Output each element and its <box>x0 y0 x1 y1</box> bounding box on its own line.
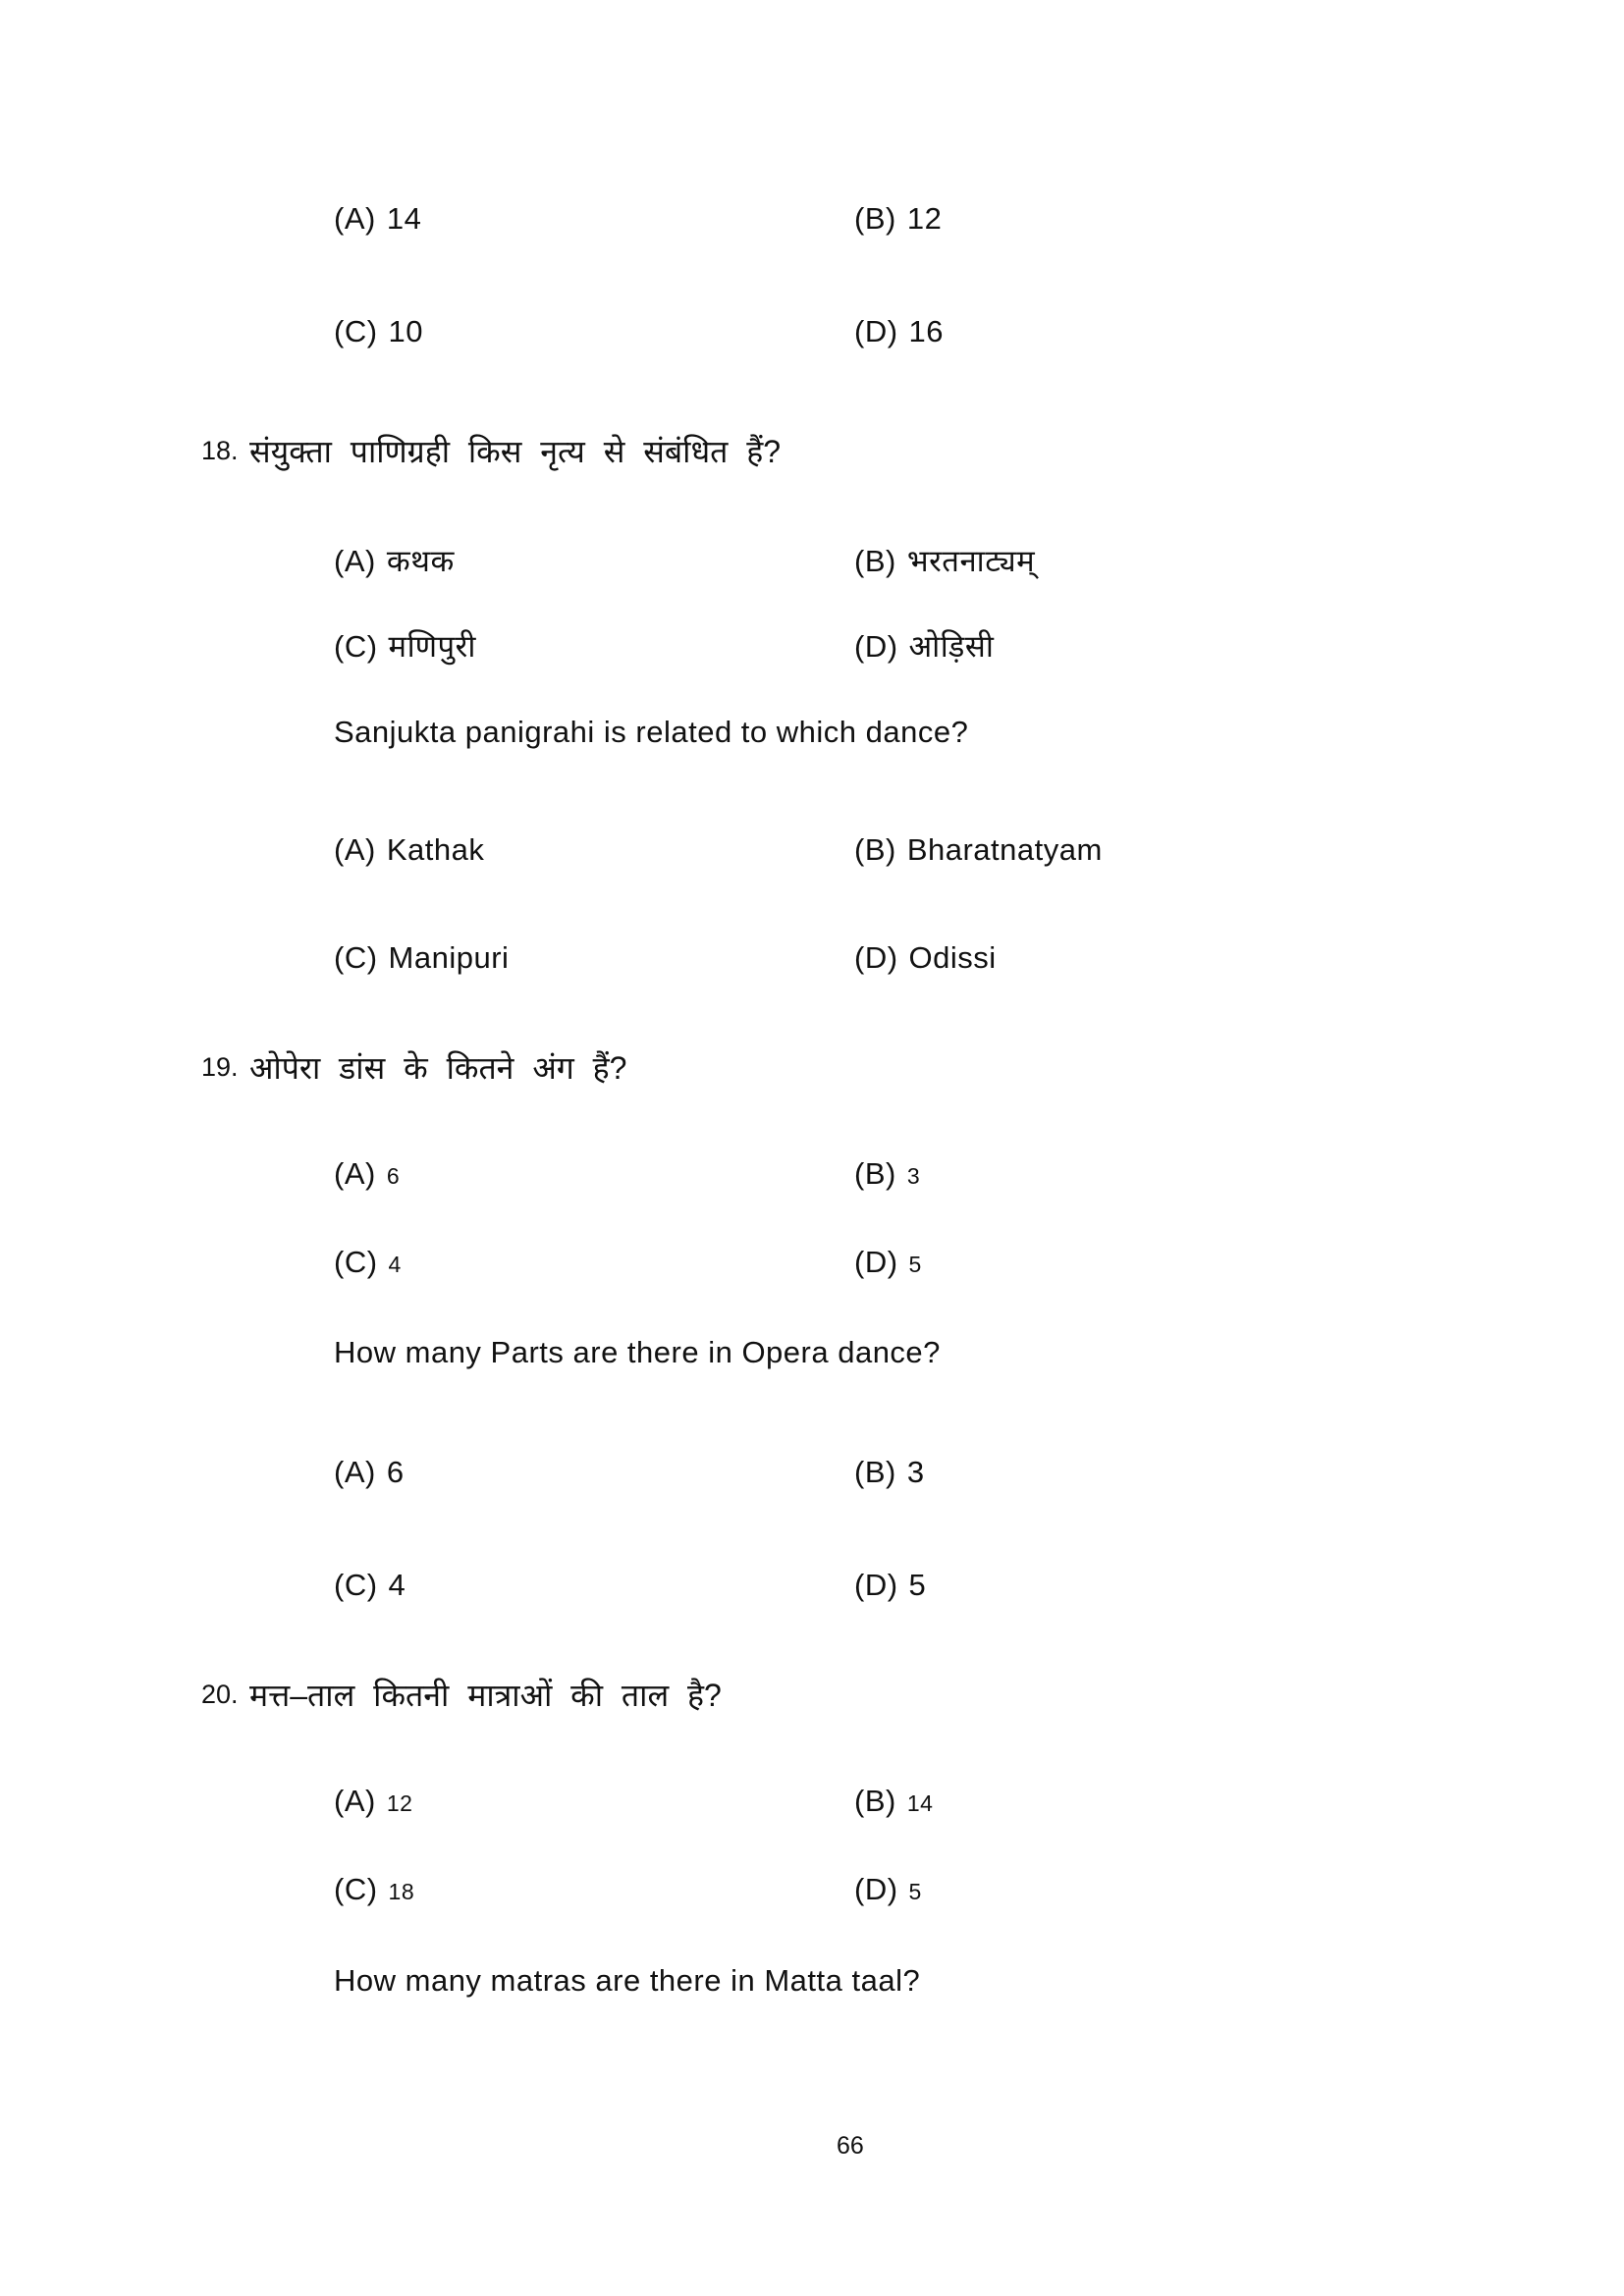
option-label: (C) <box>334 1245 378 1279</box>
option-b <box>854 1455 925 1490</box>
option-c <box>334 1245 402 1280</box>
option-value: 3 <box>906 1455 925 1489</box>
option-d <box>854 314 944 349</box>
page-number: 66 <box>837 2132 864 2160</box>
option-label: (A) <box>334 832 376 867</box>
option-d <box>854 1568 926 1603</box>
question-number: 19. <box>201 1052 239 1082</box>
option-a <box>334 1784 412 1819</box>
option-value: 10 <box>388 314 424 348</box>
option-a <box>334 540 455 581</box>
option-label: (D) <box>854 1872 898 1906</box>
question-20-hindi-options-row-2 <box>0 1872 1624 1917</box>
option-value: 6 <box>386 1455 405 1489</box>
option-b <box>854 540 1035 581</box>
option-value: 5 <box>908 1879 922 1904</box>
question-20-english-line <box>0 1963 1624 2008</box>
option-value: Kathak <box>386 832 485 867</box>
question-19-english-options-row-2 <box>0 1568 1624 1613</box>
question-19-english-options-row-1 <box>0 1455 1624 1500</box>
option-label: (C) <box>334 1568 378 1602</box>
option-value: 4 <box>388 1568 406 1602</box>
question-text-english: How many Parts are there in Opera dance? <box>334 1335 941 1369</box>
option-value: 12 <box>386 1790 413 1816</box>
option-d <box>854 1245 922 1280</box>
question-18-english-options-row-2 <box>0 940 1624 986</box>
option-label: (B) <box>854 1455 896 1489</box>
option-value: 3 <box>906 1163 921 1189</box>
question-text-hindi: ओपेरा डांस के कितने अंग हैं? <box>249 1050 627 1086</box>
option-c <box>334 1568 406 1603</box>
option-value: Odissi <box>908 940 997 975</box>
option-b <box>854 832 1103 868</box>
option-c <box>334 1872 414 1907</box>
option-value: भरतनाट्यम् <box>906 544 1036 578</box>
option-label: (D) <box>854 629 898 664</box>
option-label: (B) <box>854 201 896 236</box>
option-label: (B) <box>854 1156 896 1191</box>
option-label: (A) <box>334 201 376 236</box>
option-value: 5 <box>908 1568 927 1602</box>
option-label: (D) <box>854 1568 898 1602</box>
question-20-hindi-line <box>0 1674 1624 1719</box>
option-c <box>334 940 509 976</box>
question-19-hindi-options-row-2 <box>0 1245 1624 1290</box>
option-b <box>854 201 942 237</box>
option-a <box>334 832 484 868</box>
option-a <box>334 1455 405 1490</box>
question-number: 18. <box>201 436 239 465</box>
question-number: 20. <box>201 1680 239 1709</box>
question-19-english-line <box>0 1335 1624 1380</box>
option-label: (D) <box>854 940 898 975</box>
option-label: (B) <box>854 1784 896 1818</box>
question-18-hindi-options-row-1 <box>0 540 1624 585</box>
option-value: 6 <box>386 1163 401 1189</box>
question-17-options-row-2 <box>0 314 1624 359</box>
option-label: (D) <box>854 1245 898 1279</box>
option-label: (A) <box>334 1784 376 1818</box>
option-value: ओड़िसी <box>908 629 995 664</box>
option-label: (C) <box>334 629 378 664</box>
option-b <box>854 1784 933 1819</box>
question-19-hindi-options-row-1 <box>0 1156 1624 1201</box>
option-value: 4 <box>388 1252 402 1277</box>
option-value: कथक <box>386 544 455 578</box>
option-label: (A) <box>334 1455 376 1489</box>
option-label: (D) <box>854 314 898 348</box>
option-value: 14 <box>906 1790 934 1816</box>
option-a <box>334 201 421 237</box>
option-b <box>854 1156 920 1192</box>
question-17-options-row-1 <box>0 201 1624 246</box>
option-a <box>334 1156 400 1192</box>
question-18-english-options-row-1 <box>0 832 1624 878</box>
option-value: 18 <box>388 1879 415 1904</box>
question-18-english-line <box>0 715 1624 760</box>
question-text-english: Sanjukta panigrahi is related to which dance? <box>334 715 969 749</box>
option-label: (A) <box>334 1156 376 1191</box>
question-18-hindi-line <box>0 430 1624 475</box>
option-label: (C) <box>334 940 378 975</box>
option-label: (B) <box>854 544 896 578</box>
option-d <box>854 1872 922 1907</box>
option-c <box>334 314 423 349</box>
option-d <box>854 940 997 976</box>
option-c <box>334 625 476 667</box>
question-text-hindi: मत्त–ताल कितनी मात्राओं की ताल है? <box>249 1678 722 1713</box>
question-20-hindi-options-row-1 <box>0 1784 1624 1829</box>
question-text-hindi: संयुक्ता पाणिग्रही किस नृत्य से संबंधित हैं? <box>249 434 782 469</box>
option-d <box>854 625 994 667</box>
option-value: 16 <box>908 314 945 348</box>
option-value: Bharatnatyam <box>906 832 1103 867</box>
option-label: (B) <box>854 832 896 867</box>
option-value: मणिपुरी <box>388 629 476 664</box>
option-label: (C) <box>334 1872 378 1906</box>
question-18-hindi-options-row-2 <box>0 625 1624 670</box>
option-value: Manipuri <box>388 940 510 975</box>
question-text-english: How many matras are there in Matta taal? <box>334 1963 921 1998</box>
option-value: 5 <box>908 1252 922 1277</box>
question-19-hindi-line <box>0 1046 1624 1092</box>
option-value: 12 <box>906 201 943 236</box>
option-label: (C) <box>334 314 378 348</box>
option-value: 14 <box>386 201 422 236</box>
option-label: (A) <box>334 544 376 578</box>
